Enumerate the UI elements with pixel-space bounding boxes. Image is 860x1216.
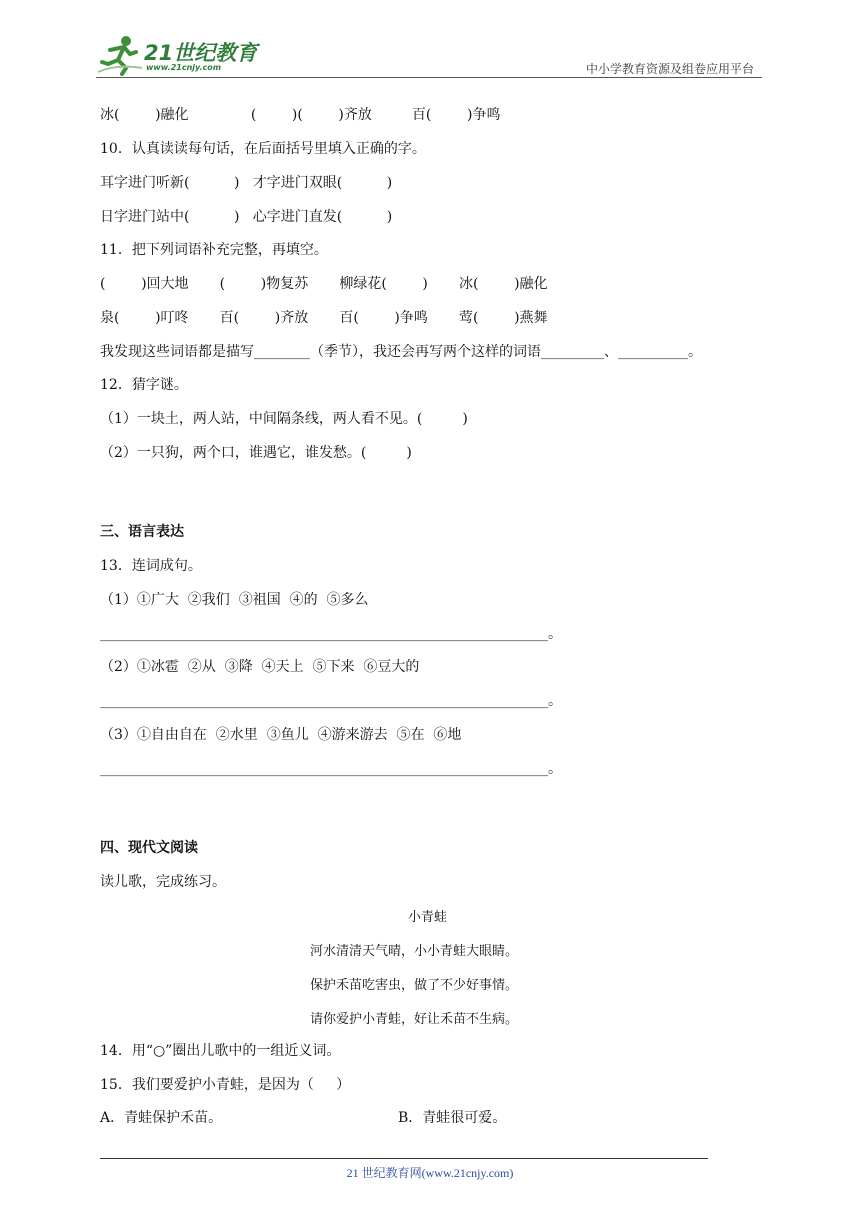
- question-10-line-2: 日字进门站中( ) 心字进门直发( ): [100, 209, 393, 225]
- logo: [96, 34, 266, 76]
- question-12-riddle-1: （1）一块土，两人站，中间隔条线，两人看不见。( ): [100, 411, 468, 427]
- question-11-line-2: 泉( )叮咚 百( )齐放 百( )争鸣 莺( )燕舞: [100, 310, 548, 326]
- section-4-heading: 四、现代文阅读: [100, 840, 198, 856]
- question-11-line-3: 我发现这些词语都是描写________（季节），我还会再写两个这样的词语_________、__________。: [100, 344, 702, 360]
- question-13-item-1: （1）①广大 ②我们 ③祖国 ④的 ⑤多么: [100, 592, 369, 608]
- page-header: [96, 34, 760, 80]
- question-12: 12．猜字谜。: [100, 377, 188, 393]
- poem-line-1: 河水清清天气晴，小小青蛙大眼睛。: [310, 944, 519, 959]
- section-3-heading: 三、语言表达: [100, 524, 184, 540]
- option-a: A．青蛙保护禾苗。: [100, 1110, 223, 1126]
- question-13-item-3: （3）①自由自在 ②水里 ③鱼儿 ④游来游去 ⑤在 ⑥地: [100, 727, 462, 743]
- question-15: 15．我们要爱护小青蛙，是因为（ ）: [100, 1077, 351, 1093]
- question-13-item-2: （2）①冰雹 ②从 ③降 ④天上 ⑤下来 ⑥豆大的: [100, 659, 420, 675]
- poem-line-3: 请你爱护小青蛙，好让禾苗不生病。: [310, 1012, 519, 1027]
- logo-text: 21世纪教育: [144, 41, 258, 65]
- q9-continued-line: 冰( )融化 ( )( )齐放 百( )争鸣: [100, 107, 501, 123]
- footer-divider: [100, 1158, 708, 1159]
- question-11: 11．把下列词语补充完整，再填空。: [100, 242, 328, 258]
- question-11-line-1: ( )回大地 ( )物复苏 柳绿花( ) 冰( )融化: [100, 276, 548, 292]
- question-13: 13．连词成句。: [100, 558, 202, 574]
- footer-text: 21 世纪教育网(www.21cnjy.com): [346, 1166, 514, 1180]
- answer-blank-1: ________________________________________________________________。: [100, 626, 562, 642]
- reading-instruction: 读儿歌，完成练习。: [100, 874, 226, 890]
- question-10: 10．认真读读每句话，在后面括号里填入正确的字。: [100, 141, 426, 157]
- option-b: B．青蛙很可爱。: [398, 1110, 507, 1126]
- header-divider: [96, 77, 762, 78]
- poem-title: 小青蛙: [408, 910, 448, 925]
- question-14: 14．用“○”圈出儿歌中的一组近义词。: [100, 1043, 341, 1059]
- answer-blank-2: ________________________________________________________________。: [100, 693, 562, 709]
- runner-icon: [96, 34, 144, 76]
- question-10-line-1: 耳字进门听新( ) 才字进门双眼( ): [100, 175, 393, 191]
- poem-line-2: 保护禾苗吃害虫，做了不少好事情。: [310, 978, 519, 993]
- answer-blank-3: ________________________________________________________________。: [100, 761, 562, 777]
- header-platform-text: 中小学教育资源及组卷应用平台: [585, 62, 754, 76]
- question-12-riddle-2: （2）一只狗，两个口，谁遇它，谁发愁。( ): [100, 445, 412, 461]
- logo-url: www.21cnjy.com: [146, 63, 222, 72]
